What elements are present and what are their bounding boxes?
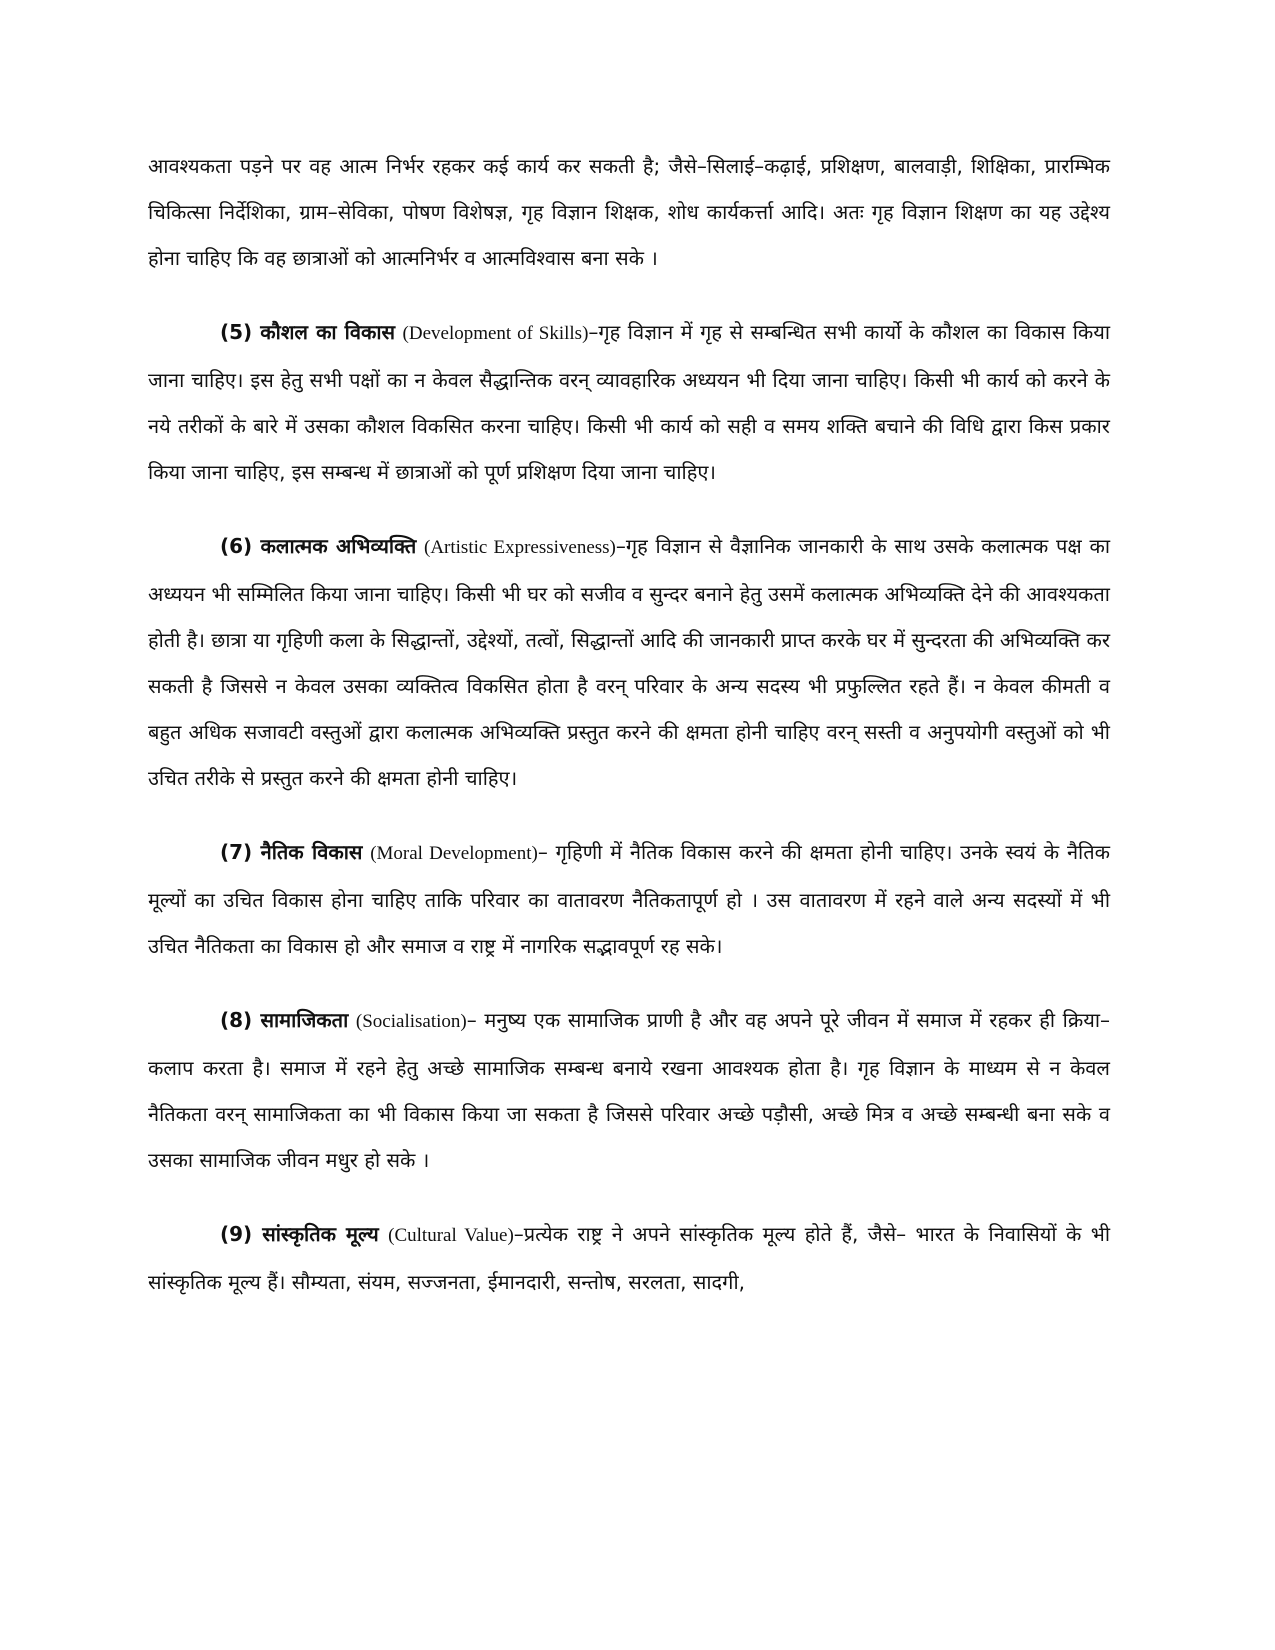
section-body: – मनुष्य एक सामाजिक प्राणी है और वह अपने पूरे जीवन में समाज में रहकर ही क्रिया–कलाप करता है। समाज में रहने हेतु अच्छे सामाजिक सम्बन्ध बनाये रखना आवश्यक होता है। गृह विज्ञान के माध्यम से न केवल नैतिकता वरन् सामाजिकता का भी विकास किया जा सकता है जिससे परिवार अच्छे पड़ौसी, अच्छे मित्र व अच्छे सम्बन्धी बना सके व उसका सामाजिक जीवन मधुर हो सके । [148,1008,1111,1172]
section-cultural-value [148,1211,1110,1305]
section-english-term: (Cultural Value) [388,1225,514,1246]
section-english-term: (Development of Skills) [402,323,589,344]
intro-paragraph [148,143,1110,281]
section-english-term: (Socialisation) [355,1011,467,1032]
section-english-term: (Moral Development) [370,843,538,864]
section-heading: (7) नैतिक विकास [220,840,363,864]
section-artistic-expression [148,523,1110,801]
section-heading: (6) कलात्मक अभिव्यक्ति [220,534,417,558]
section-socialisation [148,997,1110,1183]
intro-text: आवश्यकता पड़ने पर वह आत्म निर्भर रहकर कई कार्य कर सकती है; जैसे–सिलाई–कढ़ाई, प्रशिक्षण, बालवाड़ी, शिक्षिका, प्रारम्भिक चिकित्सा निर्देशिका, ग्राम–सेविका, पोषण विशेषज्ञ, गृह विज्ञान शिक्षक, शोध कार्यकर्त्ता आदि। अतः गृह विज्ञान शिक्षण का यह उद्देश्य होना चाहिए कि वह छात्राओं को आत्मनिर्भर व आत्मविश्वास बना सके । [148,154,1110,270]
section-heading: (9) सांस्कृतिक मूल्य [220,1222,379,1246]
section-heading: (5) कौशल का विकास [220,320,396,344]
section-english-term: (Artistic Expressiveness) [424,537,616,558]
section-body: –गृह विज्ञान से वैज्ञानिक जानकारी के साथ उसके कलात्मक पक्ष का अध्ययन भी सम्मिलित किया जाना चाहिए। किसी भी घर को सजीव व सुन्दर बनाने हेतु उसमें कलात्मक अभिव्यक्ति देने की आवश्यकता होती है। छात्रा या गृहिणी कला के सिद्धान्तों, उद्देश्यों, तत्वों, सिद्धान्तों आदि की जानकारी प्राप्त करके घर में सुन्दरता की अभिव्यक्ति कर सकती है जिससे न केवल उसका व्यक्तित्व विकसित होता है वरन् परिवार के अन्य सदस्य भी प्रफुल्लित रहते हैं। न केवल कीमती व बहुत अधिक सजावटी वस्तुओं द्वारा कलात्मक अभिव्यक्ति प्रस्तुत करने की क्षमता होनी चाहिए वरन् सस्ती व अनुपयोगी वस्तुओं को भी उचित तरीके से प्रस्तुत करने की क्षमता होनी चाहिए। [148,534,1110,790]
section-body: –गृह विज्ञान में गृह से सम्बन्धित सभी कार्यो के कौशल का विकास किया जाना चाहिए। इस हेतु सभी पक्षों का न केवल सैद्धान्तिक वरन् व्यावहारिक अध्ययन भी दिया जाना चाहिए। किसी भी कार्य को करने के नये तरीकों के बारे में उसका कौशल विकसित करना चाहिए। किसी भी कार्य को सही व समय शक्ति बचाने की विधि द्वारा किस प्रकार किया जाना चाहिए, इस सम्बन्ध में छात्राओं को पूर्ण प्रशिक्षण दिया जाना चाहिए। [148,320,1111,484]
section-heading: (8) सामाजिकता [220,1008,349,1032]
section-skills [148,309,1110,495]
section-body: –प्रत्येक राष्ट्र ने अपने सांस्कृतिक मूल्य होते हैं, जैसे– भारत के निवासियों के भी सांस्कृतिक मूल्य हैं। सौम्यता, संयम, सज्जनता, ईमानदारी, सन्तोष, सरलता, सादगी, [148,1222,1111,1294]
section-body: – गृहिणी में नैतिक विकास करने की क्षमता होनी चाहिए। उनके स्वयं के नैतिक मूल्यों का उचित विकास होना चाहिए ताकि परिवार का वातावरण नैतिकतापूर्ण हो । उस वातावरण में रहने वाले अन्य सदस्यों में भी उचित नैतिकता का विकास हो और समाज व राष्ट्र में नागरिक सद्भावपूर्ण रह सके। [148,840,1110,958]
document-page [148,143,1110,1333]
section-moral-development [148,829,1110,969]
